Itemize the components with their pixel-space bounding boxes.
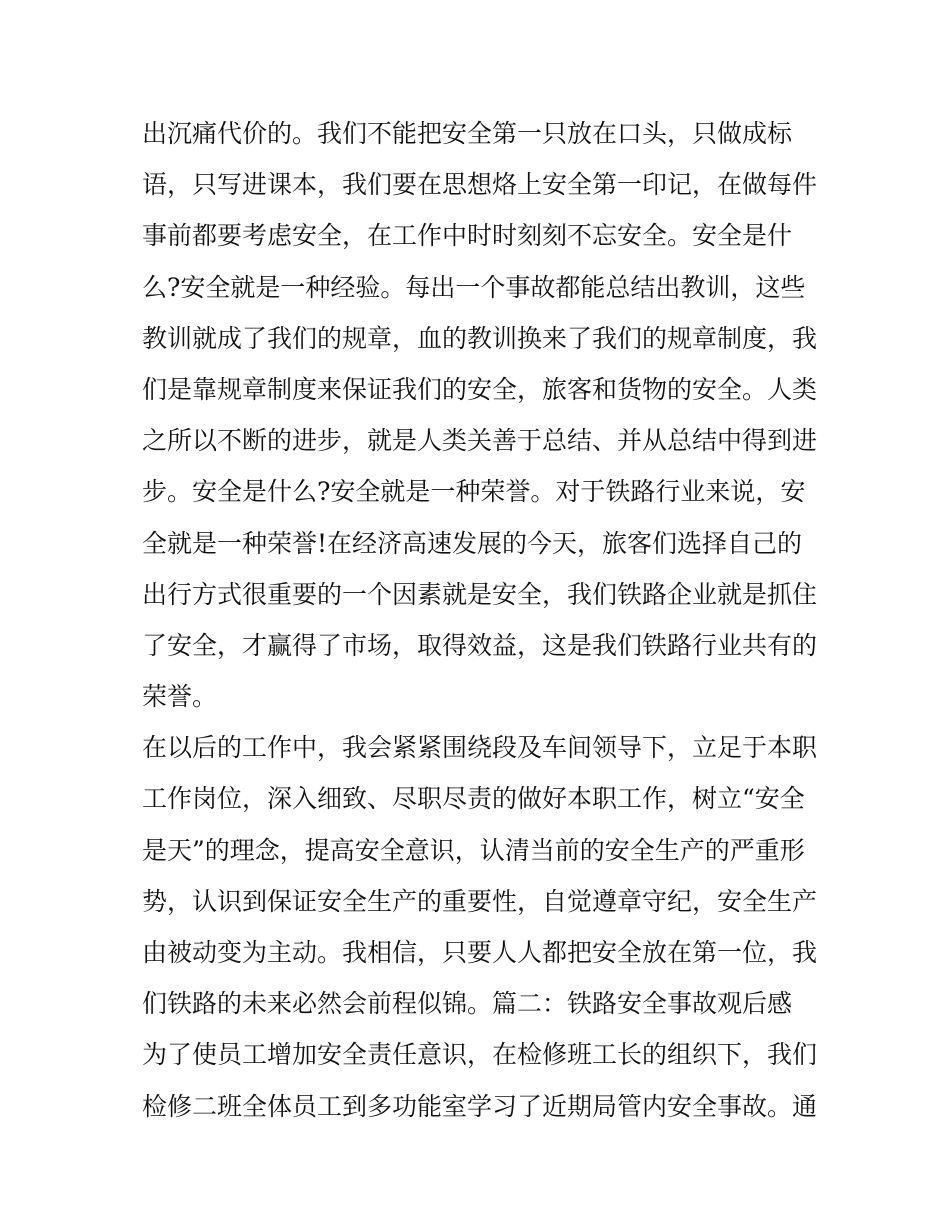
text-line-20: 检修二班全体员工到多功能室学习了近期局管内安全事故。通 [142, 1091, 818, 1121]
text-line-15: 是天”的理念，提高安全意识，认清当前的安全生产的严重形 [142, 835, 805, 865]
text-line-18: 们铁路的未来必然会前程似锦。篇二：铁路安全事故观后感 [142, 989, 793, 1019]
text-line-5: 教训就成了我们的规章，血的教训换来了我们的规章制度，我 [142, 323, 818, 353]
text-line-9: 全就是一种荣誉!在经济高速发展的今天，旅客们选择自己的 [142, 528, 803, 558]
text-line-6: 们是靠规章制度来保证我们的安全，旅客和货物的安全。人类 [142, 374, 818, 404]
text-line-14: 工作岗位，深入细致、尽职尽责的做好本职工作，树立“安全 [142, 784, 805, 814]
text-line-11: 了安全，才赢得了市场，取得效益，这是我们铁路行业共有的 [142, 630, 818, 660]
text-line-10: 出行方式很重要的一个因素就是安全，我们铁路企业就是抓住 [142, 579, 818, 609]
text-line-2: 语，只写进课本，我们要在思想烙上安全第一印记，在做每件 [142, 170, 818, 200]
document-body [142, 108, 822, 1132]
text-line-1: 出沉痛代价的。我们不能把安全第一只放在口头，只做成标 [142, 119, 793, 148]
text-line-16: 势，认识到保证安全生产的重要性，自觉遵章守纪，安全生产 [142, 886, 818, 916]
text-line-7: 之所以不断的进步，就是人类关善于总结、并从总结中得到进 [142, 426, 818, 456]
text-line-4: 么?安全就是一种经验。每出一个事故都能总结出教训，这些 [142, 272, 806, 302]
text-line-13: 在以后的工作中，我会紧紧围绕段及车间领导下，立足于本职 [142, 733, 818, 763]
text-line-8: 步。安全是什么?安全就是一种荣誉。对于铁路行业来说，安 [142, 477, 806, 507]
text-line-17: 由被动变为主动。我相信，只要人人都把安全放在第一位，我 [142, 938, 818, 967]
text-line-12: 荣誉。 [142, 682, 218, 712]
text-line-19: 为了使员工增加安全责任意识，在检修班工长的组织下，我们 [142, 1040, 818, 1070]
text-line-3: 事前都要考虑安全，在工作中时时刻刻不忘安全。安全是什 [142, 221, 793, 251]
